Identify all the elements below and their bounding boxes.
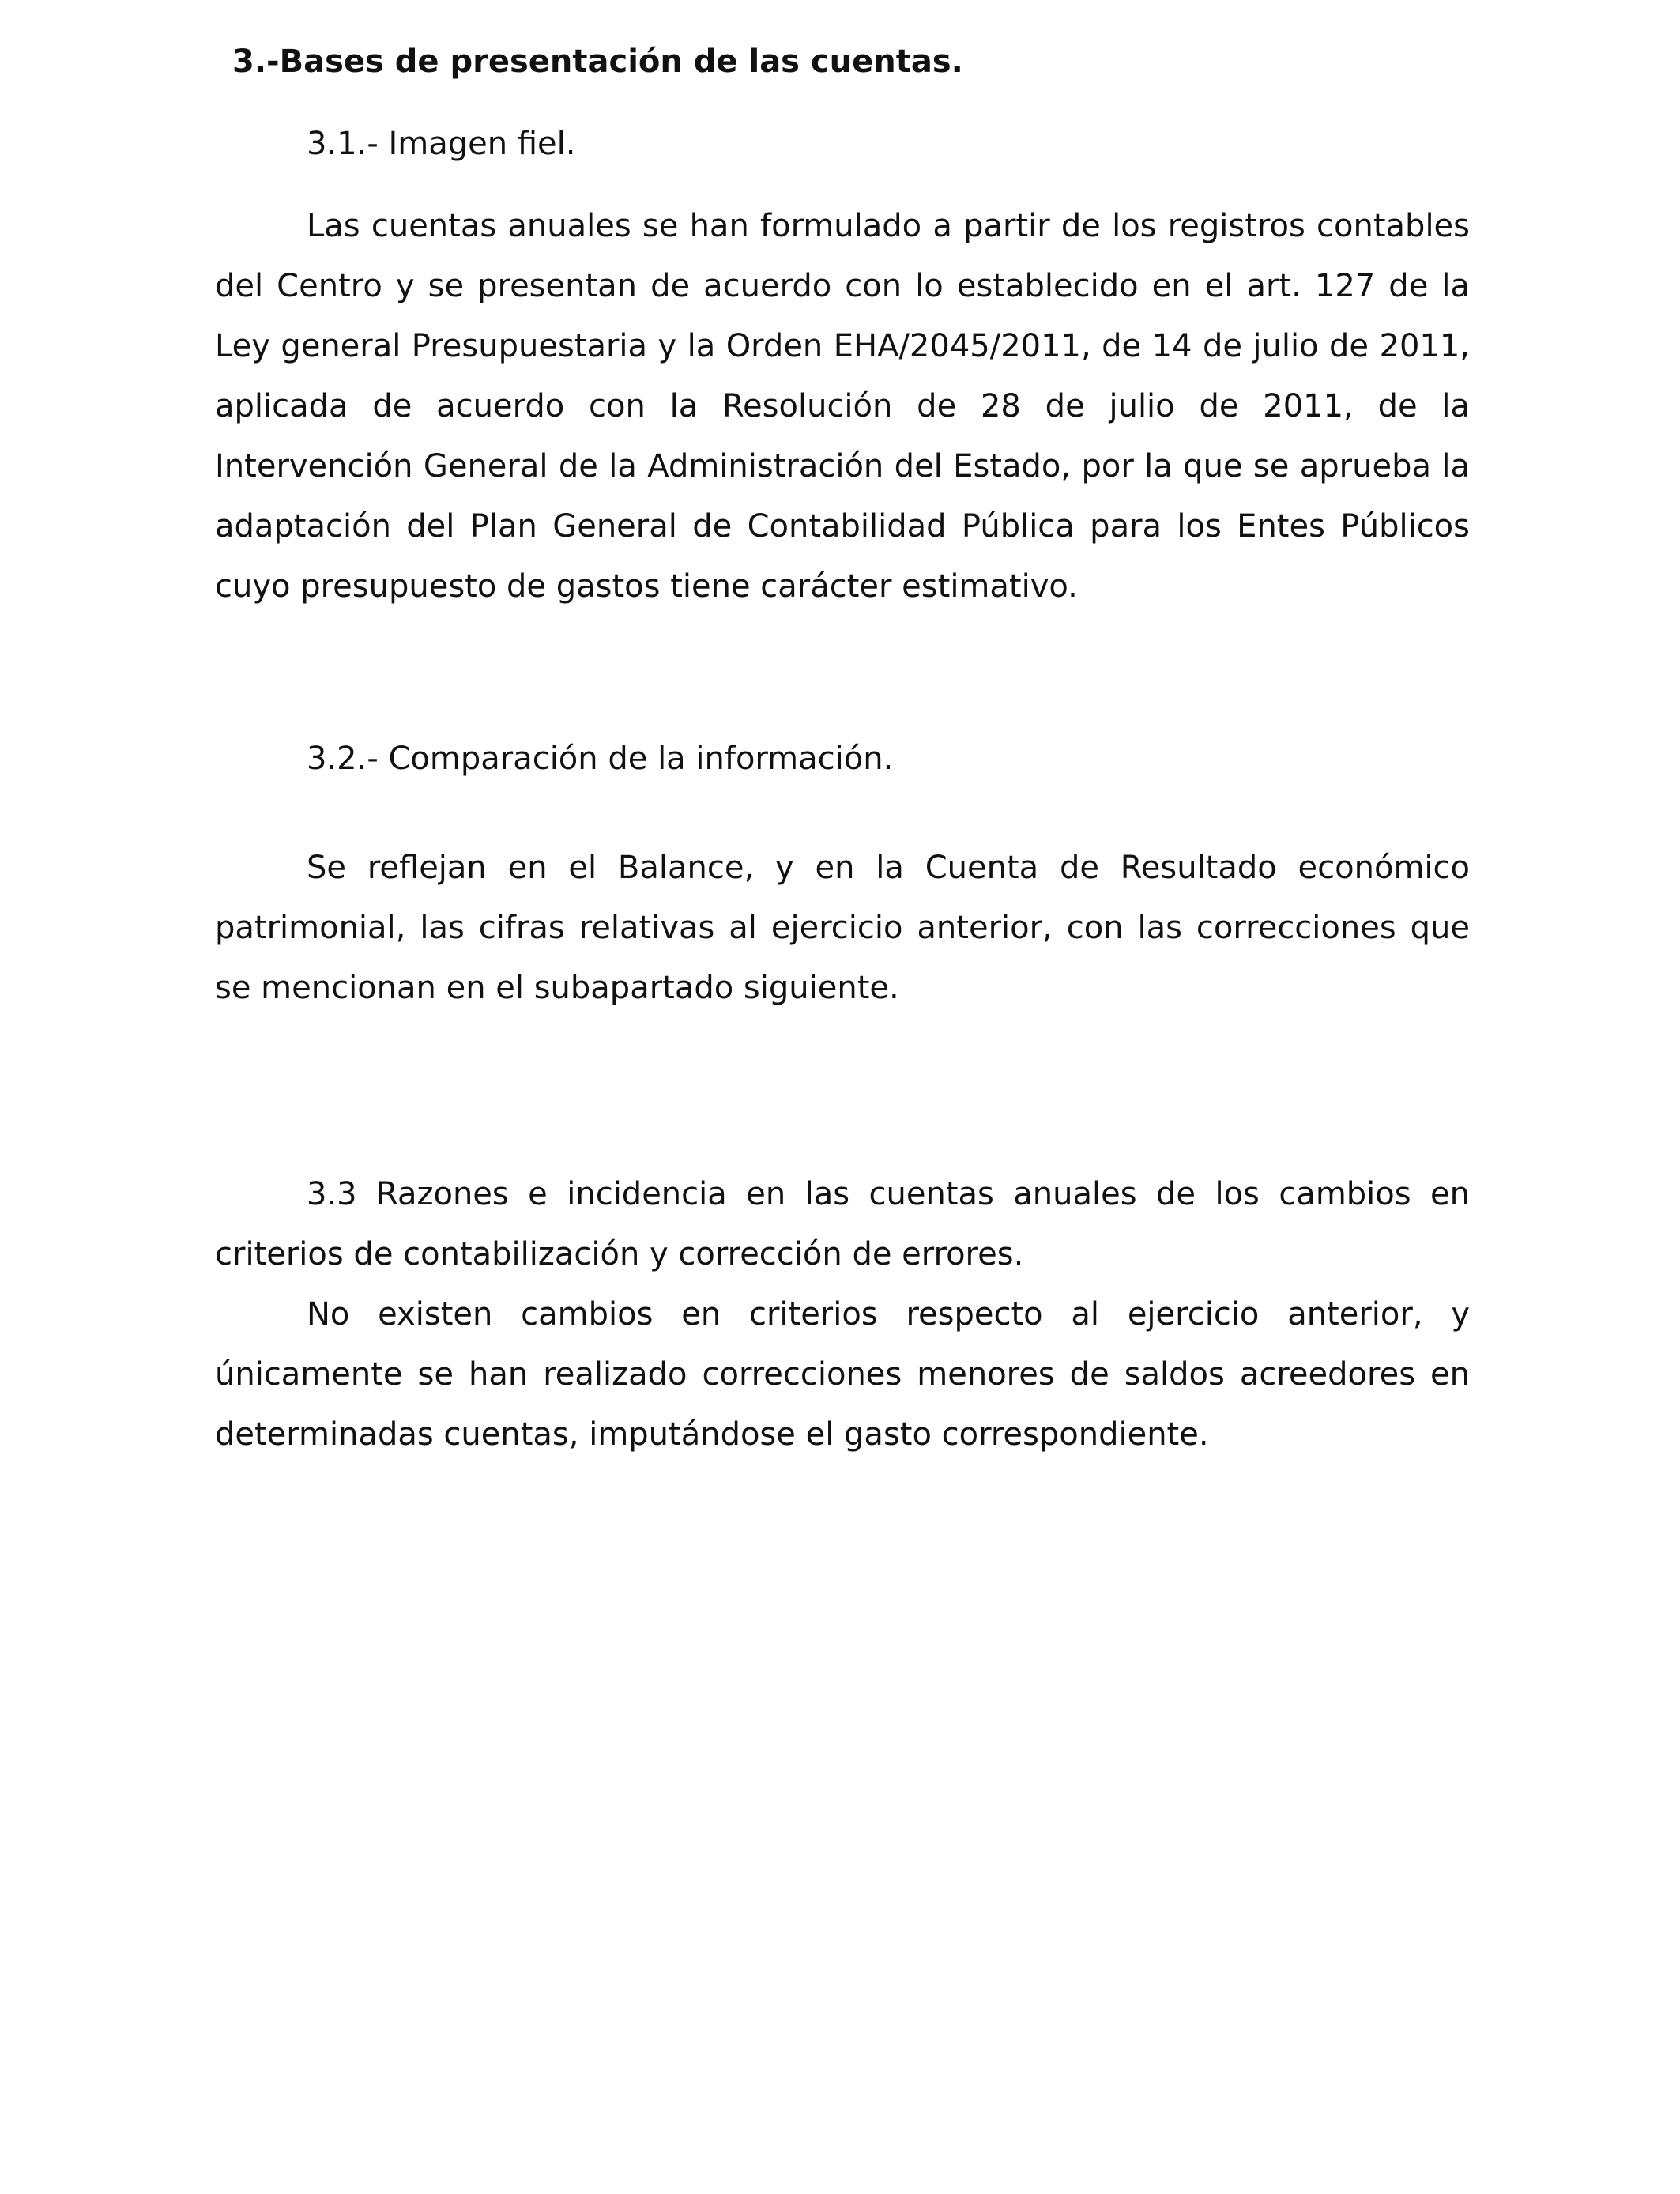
subsection-3-1-paragraph: Las cuentas anuales se han formulado a partir de los registros contables del Centro y se presentan de acuerdo con lo establecido en el art. 127 de la Ley general Presupuestaria y la Orden EHA/2045/2011, de 14 de julio de 2011, aplicada de acuerdo con la Resolución de 28 de julio de 2011, de la Intervención General de la Administración del Estado, por la que se aprueba la adaptación del Plan General de Contabilidad Pública para los Entes Públicos cuyo presupuesto de gastos tiene carácter estimativo. bbox=[215, 208, 1470, 605]
spacer bbox=[215, 168, 1470, 196]
subsection-3-2-paragraph: Se reflejan en el Balance, y en la Cuenta de Resultado económico patrimonial, las cifras relativas al ejercicio anterior, con las correcciones que se mencionan en el subapartado siguiente. bbox=[215, 850, 1470, 1006]
spacer bbox=[215, 616, 1470, 735]
subsection-3-2-heading: 3.2.- Comparación de la información. bbox=[307, 741, 894, 777]
spacer bbox=[215, 85, 1470, 120]
subsection-3-3-heading-paragraph: 3.3 Razones e incidencia en las cuentas anuales de los cambios en criterios de contabilización y corrección de errores. bbox=[215, 1176, 1470, 1272]
document-body bbox=[215, 38, 1470, 1465]
spacer bbox=[215, 782, 1470, 838]
spacer bbox=[215, 1018, 1470, 1164]
section-title: 3.-Bases de presentación de las cuentas. bbox=[232, 43, 963, 80]
subsection-3-1-heading: 3.1.- Imagen fiel. bbox=[307, 126, 576, 162]
subsection-3-3-paragraph: No existen cambios en criterios respecto al ejercicio anterior, y únicamente se han realizado correcciones menores de saldos acreedores en determinadas cuentas, imputándose el gasto correspondiente. bbox=[215, 1296, 1470, 1453]
